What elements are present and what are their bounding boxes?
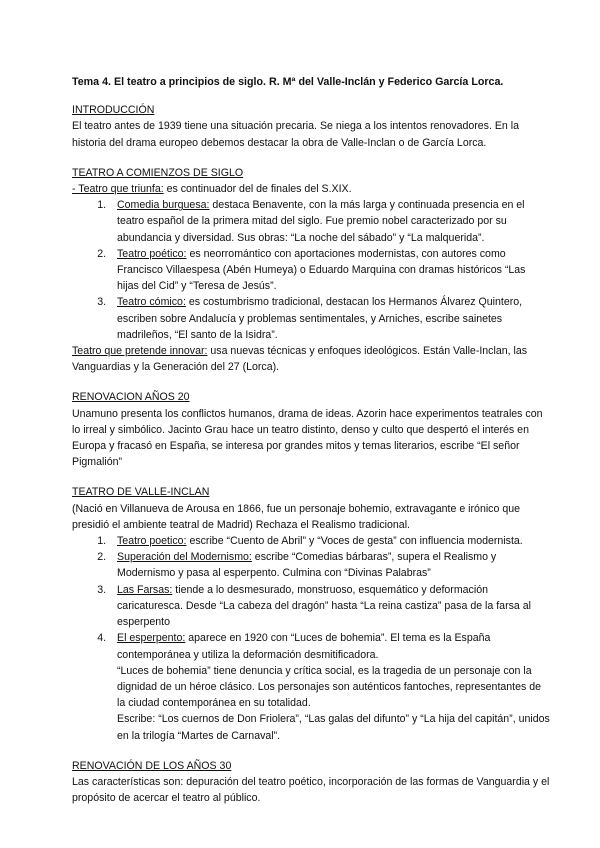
section-introduccion <box>72 102 550 151</box>
section-text: El teatro antes de 1939 tiene una situación precaria. Se niega a los intentos renovadores. En la historia del drama europeo debemos destacar la obra de Valle-Inclan o de García Lorca. <box>72 120 519 149</box>
intro-text: es continuador del de finales del S.XIX. <box>163 183 352 196</box>
section-heading: INTRODUCCIÓN <box>72 104 155 117</box>
item-label: Comedia burguesa: <box>117 199 210 212</box>
list-item <box>109 582 550 631</box>
item-text: escribe “Comedias bárbaras”, supera el Realismo y Modernismo y pasa al esperpento. Culmina con “Divinas Palabras” <box>117 551 497 580</box>
section-heading: TEATRO DE VALLE-INCLAN <box>72 486 210 499</box>
section-heading: RENOVACION AÑOS 20 <box>72 391 190 404</box>
outro-paragraph <box>72 343 550 375</box>
section-renovacion-30 <box>72 758 550 807</box>
item-text: tiende a lo desmesurado, monstruoso, esquemático y deformación caricaturesca. Desde “La cabeza del dragón” hasta “La reina castiza” pasa de la farsa al esperpento <box>117 583 531 629</box>
outro-text: usa nuevas técnicas y enfoques ideológicos. Están Valle-Inclan, las Vanguardias y la Generación del 27 (Lorca). <box>72 345 528 374</box>
item-label: Las Farsas: <box>117 583 173 596</box>
list-item <box>109 246 550 295</box>
section-heading: TEATRO A COMIENZOS DE SIGLO <box>72 166 244 179</box>
list-item <box>109 197 550 246</box>
item-label: Teatro poetico: <box>117 535 187 548</box>
list-item <box>109 533 550 549</box>
section-text: Unamuno presenta los conflictos humanos, drama de ideas. Azorin hace experimentos teatrales con lo irreal y simbólico. Jacinto Grau hace un teatro distinto, denso y culto que despertó el interés en Europa y fracasó en España, se interesa por grandes mitos y temas literarios, escribe “El señor Pigmalión” <box>72 407 543 469</box>
section-text: (Nació en Villanueva de Arousa en 1866, fue un personaje bohemio, extravagante e irónico que presidió el ambiente teatral de Madrid) Rechaza el Realismo tradicional. <box>72 502 520 531</box>
intro-paragraph <box>72 181 550 197</box>
numbered-list <box>72 197 550 343</box>
item-extra-paragraph: “Luces de bohemia” tiene denuncia y crítica social, es la tragedia de un personaje con la dignidad de un héroe clásico. Los personajes son auténticos fantoches, representantes de la ciudad contemporánea en su totalidad. <box>117 664 542 710</box>
item-text: escribe “Cuento de Abril” y “Voces de gesta” con influencia modernista. <box>186 535 523 548</box>
section-text: Las características son: depuración del teatro poético, incorporación de las formas de Vanguardia y el propósito de acercar el teatro al público. <box>72 775 550 805</box>
intro-label: - Teatro que triunfa: <box>72 183 164 196</box>
item-extra-paragraph: Escribe: “Los cuernos de Don Friolera”, “Las galas del difunto” y “La hija del capitán”, unidos en la trilogía “Martes de Carnaval”. <box>117 713 550 742</box>
item-text: destaca Benavente, con la más larga y continuada presencia en el teatro español de la primera mitad del siglo. Fue premio nobel caracterizado por su abundancia y diversidad. Sus obras: “La noche del sábado” y “La malquerida”. <box>117 199 525 244</box>
item-label: Teatro cómico: <box>117 296 186 309</box>
list-item <box>109 294 550 343</box>
outro-label: Teatro que pretende innovar: <box>72 345 208 358</box>
document-title: Tema 4. El teatro a principios de siglo. R. Mª del Valle-Inclán y Federico García Lorca. <box>72 76 504 88</box>
section-heading: RENOVACIÓN DE LOS AÑOS 30 <box>72 759 232 772</box>
item-label: Superación del Modernismo: <box>117 551 252 564</box>
item-text: aparece en 1920 con “Luces de bohemia”. El tema es la España contemporánea y utiliza la deformación desmitificadora. <box>117 632 491 661</box>
section-teatro-comienzos <box>72 165 550 376</box>
list-item <box>109 630 550 743</box>
item-text: es costumbrismo tradicional, destacan los Hermanos Álvarez Quintero, escriben sobre Andalucía y problemas sentimentales, y Arniches, escribe sainetes madrileños, “El santo de la Isidra”. <box>117 296 523 341</box>
item-text: es neorromántico con aportaciones modernistas, con autores como Francisco Villaespesa (Abén Humeya) o Eduardo Marquina con dramas históricos “Las hijas del Cid” y “Teresa de Jesús”. <box>117 247 526 293</box>
numbered-list <box>72 533 550 744</box>
item-label: El esperpento: <box>117 632 186 645</box>
section-renovacion-20 <box>72 389 550 470</box>
section-valle-inclan <box>72 484 550 743</box>
list-item <box>109 549 550 581</box>
item-label: Teatro poético: <box>117 247 187 260</box>
